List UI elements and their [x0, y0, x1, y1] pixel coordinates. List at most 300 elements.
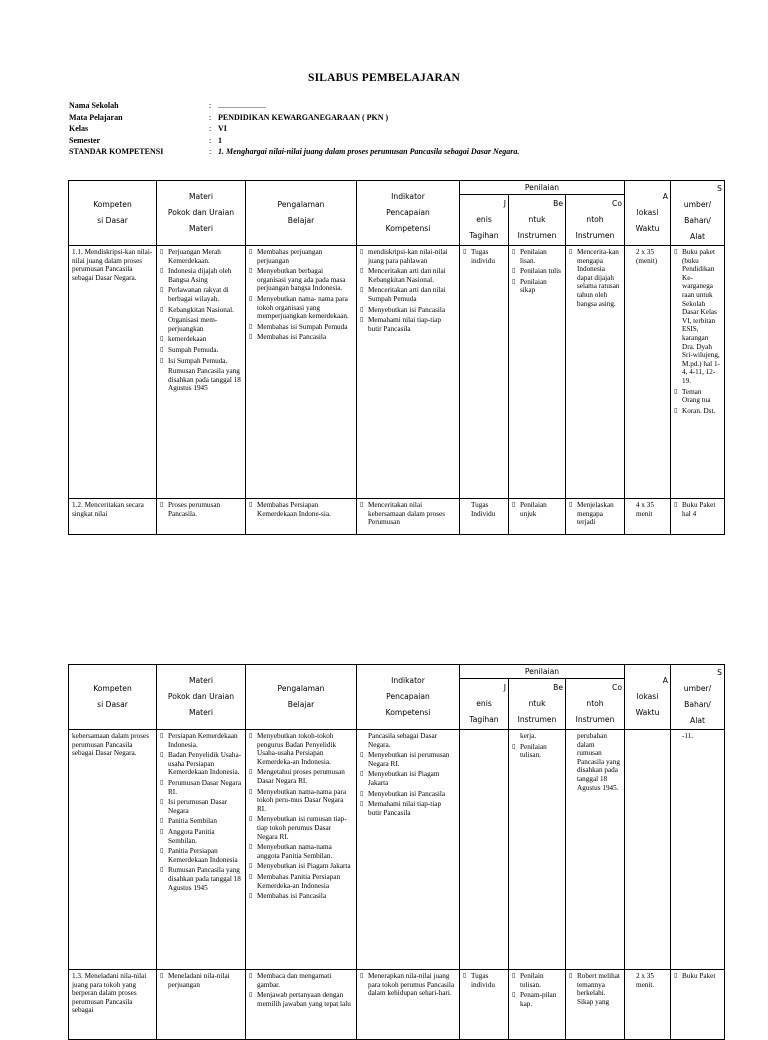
header-line: Materi [188, 224, 214, 233]
cell-item [360, 248, 456, 265]
cell-text: 1.1. Mendiskripsi-kan nilai-nilai juang dalam proses perumusan Pancasila sebagai Dasar Negara. [72, 248, 153, 282]
header-line: Be [553, 683, 563, 693]
header-jenis [460, 195, 509, 246]
checkbox-icon: ▯ [160, 345, 164, 353]
checkbox-icon: ▯ [512, 501, 516, 508]
silabus-table-1 [68, 180, 725, 535]
header-line: Indikator [391, 192, 425, 201]
meta-separator: : [209, 112, 212, 122]
cell-contoh [566, 970, 625, 1040]
cell-item [249, 501, 353, 518]
cell-text: Panitia Sembilan [168, 817, 217, 826]
cell-item [360, 770, 456, 787]
cell-item [512, 972, 562, 989]
checkbox-icon: ▯ [360, 770, 364, 778]
cell-text: Penilaian tulis [520, 267, 561, 276]
cell-item [463, 501, 505, 518]
header-line: Instrumen [575, 715, 615, 725]
checkbox-icon: ▯ [463, 972, 467, 979]
meta-label: Mata Pelajaran [69, 112, 123, 122]
cell-text: Tugas Individu [471, 501, 496, 518]
header-line: Instrumen [517, 715, 557, 725]
cell-text: 1.2. Menceritakan secara singkat nilai [72, 501, 144, 518]
cell-item [628, 972, 667, 989]
cell-item [360, 732, 456, 749]
cell-materi [157, 970, 246, 1040]
cell-text: 2 x 35 (menit) [636, 248, 658, 265]
header-line: Instrumen [517, 231, 557, 241]
cell-text: Penam-pilan kap. [520, 991, 557, 1008]
cell-item [160, 267, 242, 284]
meta-value: PENDIDIKAN KEWARGANEGARAAN ( PKN ) [218, 112, 389, 122]
checkbox-icon: ▯ [160, 286, 164, 294]
cell-item [249, 972, 353, 989]
checkbox-icon: ▯ [160, 798, 164, 806]
cell-text: Perlawanan rakyat di berbagai wilayah. [168, 286, 229, 303]
cell-materi [157, 499, 246, 535]
cell-text: Proses perumusan Pancasila. [168, 501, 221, 518]
cell-text: Penilaian unjuk [520, 501, 547, 518]
cell-item [463, 248, 505, 265]
meta-label: Nama Sekolah [69, 101, 119, 110]
cell-item [360, 751, 456, 768]
checkbox-icon: ▯ [160, 972, 164, 979]
checkbox-icon: ▯ [360, 286, 364, 294]
header-contoh [566, 195, 625, 246]
meta-row [69, 112, 709, 124]
cell-pengalaman [246, 246, 357, 499]
header-line: Tagihan [469, 715, 499, 725]
header-line: Belajar [287, 216, 315, 225]
checkbox-icon: ▯ [249, 732, 253, 739]
cell-item [160, 866, 242, 892]
checkbox-icon: ▯ [249, 815, 253, 823]
checkbox-icon: ▯ [674, 406, 678, 414]
cell-item [160, 501, 242, 518]
cell-item [569, 732, 621, 792]
cell-item [160, 346, 242, 355]
header-line: Instrumen [575, 231, 615, 241]
cell-item [249, 248, 353, 265]
cell-item [628, 501, 667, 518]
checkbox-icon: ▯ [160, 356, 164, 364]
header-line: Pengalaman [277, 200, 325, 209]
cell-sumber [671, 970, 725, 1040]
cell-text: Menyebutkan isi Piagam Jakarta [257, 862, 351, 871]
meta-label: STANDAR KOMPETENSI [69, 147, 164, 157]
header-line: A [662, 676, 668, 685]
cell-item [628, 248, 667, 265]
cell-item [249, 267, 353, 293]
cell-item [463, 972, 505, 989]
checkbox-icon: ▯ [160, 248, 164, 255]
cell-item [360, 267, 456, 284]
checkbox-icon: ▯ [360, 267, 364, 275]
header-line: Pokok dan Uraian [167, 208, 235, 217]
checkbox-icon: ▯ [463, 248, 467, 255]
cell-indikator [357, 730, 460, 970]
cell-item [160, 286, 242, 303]
checkbox-icon: ▯ [249, 787, 253, 795]
cell-text: Menyebutkan isi perumusan Negara RI. [368, 751, 450, 768]
header-line: Kompetensi [385, 224, 431, 233]
checkbox-icon: ▯ [160, 847, 164, 855]
checkbox-icon: ▯ [249, 322, 253, 330]
checkbox-icon: ▯ [512, 991, 516, 999]
header-line: ntoh [586, 699, 604, 709]
cell-text: Membahas Persiapan Kemerdekaan Indone-sia. [257, 501, 331, 518]
checkbox-icon: ▯ [249, 843, 253, 851]
cell-jenis [460, 730, 509, 970]
cell-text: Perjuangan Merah Kemerdekaan. [168, 248, 221, 265]
meta-separator: : [209, 124, 212, 134]
cell-item [512, 732, 562, 741]
cell-text: Menceritakan arti dan nilai Sumpah Pemuda [368, 286, 446, 303]
cell-item [160, 335, 242, 344]
cell-bentuk [509, 499, 566, 535]
header-line: Kompeten [93, 200, 132, 209]
header-line: Belajar [287, 700, 315, 709]
spacer [463, 501, 471, 518]
spacer [674, 732, 682, 741]
cell-text: Membahas isi Pancasila [257, 333, 327, 342]
cell-materi [157, 730, 246, 970]
cell-text: Membahas isi Sumpah Pemuda [257, 322, 348, 331]
checkbox-icon: ▯ [360, 316, 364, 324]
header-pengalaman [246, 665, 357, 730]
cell-item [569, 972, 621, 1006]
cell-item [360, 286, 456, 303]
cell-item [249, 873, 353, 890]
cell-materi [157, 246, 246, 499]
cell-text: Membahas perjuangan perjuangan [257, 248, 323, 265]
header-line: J [503, 683, 506, 693]
cell-item [674, 248, 721, 386]
cell-item [160, 732, 242, 749]
cell-pengalaman [246, 499, 357, 535]
cell-text: Organisasi mem-perjuangkan [168, 316, 218, 333]
cell-item [160, 847, 242, 864]
cell-sumber [671, 730, 725, 970]
meta-separator: : [209, 135, 212, 145]
checkbox-icon: ▯ [360, 751, 364, 759]
silabus-table-2 [68, 664, 725, 1040]
cell-text: Kebangkitan Nasional. [168, 305, 234, 314]
cell-item [512, 248, 562, 265]
cell-item [160, 248, 242, 265]
document-meta [69, 100, 709, 158]
cell-text: 1.3. Meneladani nila-nilai juang para tokoh yang berperan dalam proses perumusan Pancasila sebagai [72, 972, 147, 1015]
checkbox-icon: ▯ [512, 742, 516, 750]
checkbox-icon: ▯ [160, 732, 164, 739]
checkbox-icon: ▯ [249, 768, 253, 776]
checkbox-icon: ▯ [512, 277, 516, 285]
header-line: Indikator [391, 676, 425, 685]
checkbox-icon: ▯ [674, 972, 678, 979]
cell-item [249, 732, 353, 766]
cell-indikator [357, 970, 460, 1040]
cell-item [512, 267, 562, 276]
header-line: si Dasar [97, 216, 128, 225]
cell-pengalaman [246, 970, 357, 1040]
header-row [69, 665, 725, 679]
cell-text: Mencerita-kan mengapa Indonesia dapat dijajah selama ratusan tahun oleh bangsa asing. [577, 248, 620, 308]
header-alokasi [625, 665, 671, 730]
cell-pengalaman [246, 730, 357, 970]
header-line: Pencapaian [386, 692, 430, 701]
cell-text: Rumusan Pancasila yang disahkan pada tanggal 18 Agustus 1945 [168, 367, 241, 393]
meta-label: Semester [69, 135, 101, 145]
header-materi [157, 181, 246, 246]
header-kompetensi-dasar [69, 181, 157, 246]
header-line: S [717, 184, 722, 193]
checkbox-icon: ▯ [160, 866, 164, 874]
header-line: umber/ [683, 200, 712, 209]
cell-item [160, 817, 242, 826]
cell-text: Menerapkan nila-nilai juang para tokoh perumus Pancasila dalam kehidupan sehari-hari. [368, 972, 455, 998]
cell-contoh [566, 246, 625, 499]
cell-text: Persiapan Kemerdekaan Indonesia. [168, 732, 238, 749]
cell-text: Pancasila sebagai Dasar Negara. [368, 732, 438, 749]
cell-text: Menceritakan nilai kebersamaan dalam proses Perumusan [368, 501, 446, 527]
cell-text: -11. [682, 732, 694, 740]
checkbox-icon: ▯ [360, 305, 364, 313]
checkbox-icon: ▯ [512, 248, 516, 255]
header-line: Pengalaman [277, 684, 325, 693]
cell-item [249, 323, 353, 332]
header-penilaian: Penilaian [460, 665, 625, 679]
meta-row [69, 146, 709, 158]
cell-item [160, 798, 242, 815]
cell-text: Menyebutkan berbagai organisasi yang ada pada masa perjuangan bangsa Indonesia. [257, 267, 346, 293]
checkbox-icon: ▯ [249, 294, 253, 302]
cell-item [674, 407, 721, 416]
table-row [69, 246, 725, 499]
cell-item [249, 815, 353, 841]
cell-kompetensi-dasar [69, 970, 157, 1040]
cell-item [249, 333, 353, 342]
cell-indikator [357, 246, 460, 499]
header-line: Alat [690, 232, 705, 241]
cell-text: Membahas isi Pancasila [257, 892, 327, 901]
header-line: Waktu [635, 708, 660, 717]
checkbox-icon: ▯ [160, 501, 164, 508]
cell-contoh [566, 499, 625, 535]
checkbox-icon: ▯ [360, 800, 364, 808]
cell-item [512, 991, 562, 1008]
cell-text: Penilaian tulisan. [520, 742, 547, 760]
checkbox-icon: ▯ [674, 387, 678, 395]
meta-row [69, 100, 709, 112]
cell-item [360, 306, 456, 315]
cell-sumber [671, 246, 725, 499]
cell-item [160, 972, 242, 989]
cell-sumber [671, 499, 725, 535]
header-row [69, 181, 725, 195]
cell-item [160, 357, 242, 366]
meta-value: 1. Menghargai nilai-nilai juang dalam proses perumusan Pancasila sebagai Dasar Negara. [218, 147, 520, 157]
cell-item [160, 779, 242, 796]
header-line: S [717, 668, 722, 677]
cell-text: mendiskripsi-kan nilai-nilai juang para pahlawan [368, 248, 448, 265]
meta-value: ........................ [218, 101, 266, 110]
cell-alokasi [625, 970, 671, 1040]
header-line: Kompetensi [385, 708, 431, 717]
header-line: Alat [690, 716, 705, 725]
header-line: Pokok dan Uraian [167, 692, 235, 701]
header-line: lokasi [636, 692, 659, 701]
cell-text: Menyebutkan isi rumusan tiap-tiap tokoh perumus Dasar Negara RI. [257, 815, 347, 841]
table-row [69, 730, 725, 970]
cell-text: Rumusan Pancasila yang disahkan pada tanggal 18 Agustus 1945 [168, 866, 241, 892]
checkbox-icon: ▯ [249, 972, 253, 979]
cell-item [160, 316, 242, 333]
header-bentuk [509, 679, 566, 730]
cell-item [360, 800, 456, 817]
checkbox-icon: ▯ [249, 333, 253, 341]
cell-text: Indonesia dijajah oleh Bangsa Asing [168, 267, 232, 284]
cell-text: Buku Paket hal 4 [682, 501, 716, 518]
header-line: J [503, 199, 506, 209]
header-line: enis [476, 215, 492, 225]
spacer [360, 732, 368, 749]
header-alokasi [625, 181, 671, 246]
cell-text: Penilaian lisan. [520, 248, 547, 265]
cell-text: Sumpah Pemuda. [168, 345, 219, 354]
cell-indikator [357, 499, 460, 535]
header-line: ntoh [586, 215, 604, 225]
header-jenis [460, 679, 509, 730]
header-line: Be [553, 199, 563, 209]
cell-item [569, 248, 621, 308]
cell-alokasi [625, 246, 671, 499]
cell-text: Menjelaskan mengapa terjadi [577, 501, 614, 527]
cell-item [512, 501, 562, 518]
checkbox-icon: ▯ [674, 501, 678, 508]
cell-text: Isi perumusan Dasar Negara [168, 798, 228, 815]
header-line: Pencapaian [386, 208, 430, 217]
header-line: Materi [188, 192, 214, 201]
header-line: Bahan/ [684, 216, 711, 225]
cell-item [569, 501, 621, 527]
cell-text: Perumusan Dasar Negara RI. [168, 778, 242, 796]
header-kompetensi-dasar [69, 665, 157, 730]
header-sumber [671, 181, 725, 246]
cell-text: Membahas Panitia Persiapan Kemerdeka-an Indonesia [257, 872, 341, 890]
spacer [512, 732, 520, 741]
checkbox-icon: ▯ [360, 248, 364, 255]
header-contoh [566, 679, 625, 730]
meta-separator: : [209, 101, 212, 110]
header-line: ntuk [528, 699, 546, 709]
cell-jenis [460, 970, 509, 1040]
cell-text: Menceritakan arti dan nilai Kebangkitan Nasional. [368, 267, 446, 284]
cell-text: Menyebutkan isi Pancasila [368, 789, 446, 798]
cell-text: Buku Paket [682, 972, 716, 980]
cell-item [160, 751, 242, 777]
checkbox-icon: ▯ [512, 972, 516, 979]
cell-item [249, 862, 353, 871]
checkbox-icon: ▯ [160, 817, 164, 825]
header-line: ntuk [528, 215, 546, 225]
cell-text: Memahami nilai tiap-tiap butir Pancasila [368, 800, 442, 817]
cell-item [674, 388, 721, 405]
cell-item [674, 501, 721, 518]
cell-text: 4 x 35 menit [636, 501, 654, 518]
cell-text: Membaca dan mengamati gambar. [257, 972, 332, 989]
checkbox-icon: ▯ [569, 248, 573, 255]
cell-text: perubahan dalam rumusan Pancasila yang disahkan pada tanggal 18 Agustus 1945. [577, 732, 620, 792]
checkbox-icon: ▯ [160, 305, 164, 313]
spacer [628, 248, 636, 265]
cell-text: Menyebutkan isi Piagam Jakarta [368, 770, 440, 787]
cell-alokasi [625, 730, 671, 970]
meta-value: VI [218, 124, 227, 134]
header-line: si Dasar [97, 700, 128, 709]
header-line: enis [476, 699, 492, 709]
header-indikator [357, 181, 460, 246]
checkbox-icon: ▯ [674, 248, 678, 255]
checkbox-icon: ▯ [160, 778, 164, 786]
cell-text: kemerdekaan [168, 335, 207, 344]
cell-text: Penilaian sikap [520, 277, 547, 295]
checkbox-icon: ▯ [249, 892, 253, 900]
cell-item [249, 788, 353, 814]
cell-item [249, 843, 353, 860]
cell-text: Koran. Dst. [682, 406, 716, 415]
cell-item [160, 367, 242, 393]
cell-bentuk [509, 246, 566, 499]
meta-separator: : [209, 147, 212, 157]
cell-item [360, 790, 456, 799]
cell-text: Buku paket (buku Pendidikan Ke-warganega raan untuk Sekolah Dasar Kelas VI, terbitan ESIS, karangan Dra. Dyah Sri-wilujeng, M.pd.) hal 1-4, 4-11, 12-19. [682, 248, 720, 385]
document-title: SILABUS PEMBELAJARAN [308, 72, 460, 84]
cell-text: Memahami nilai tiap-tiap butir Pancasila [368, 316, 442, 333]
cell-item [360, 972, 456, 998]
cell-item [674, 972, 721, 981]
cell-text: Badan Penyelidik Usaha-usaha Persiapan Kemerdekaan Indonesia. [168, 751, 242, 777]
cell-item [360, 501, 456, 527]
checkbox-icon: ▯ [249, 267, 253, 275]
header-line: Materi [188, 676, 214, 685]
cell-item [249, 768, 353, 785]
cell-text: kebersamaan dalam proses perumusan Pancasila sebagai Dasar Negara. [72, 732, 150, 758]
checkbox-icon: ▯ [360, 501, 364, 508]
cell-text: 2 x 35 menit. [636, 972, 655, 989]
checkbox-icon: ▯ [160, 335, 164, 343]
cell-bentuk [509, 730, 566, 970]
cell-text: Menjawab pertanyaan dengan memilih jawaban yang tepat lalu [257, 991, 351, 1008]
cell-item [360, 316, 456, 333]
header-penilaian: Penilaian [460, 181, 625, 195]
cell-contoh [566, 730, 625, 970]
cell-item [512, 278, 562, 295]
meta-label: Kelas [69, 124, 89, 134]
cell-text: Menyebutkan nama-nama anggota Panitia Sembilan. [257, 843, 333, 860]
cell-item [249, 991, 353, 1008]
cell-item [160, 306, 242, 315]
checkbox-icon: ▯ [160, 267, 164, 275]
cell-jenis [460, 499, 509, 535]
checkbox-icon: ▯ [249, 991, 253, 999]
header-line: Materi [188, 708, 214, 717]
cell-text: Panitia Persiapan Kemerdekaan Indonesia [168, 847, 238, 864]
cell-text: Anggota Panitia Sembilan. [168, 827, 215, 845]
checkbox-icon: ▯ [249, 248, 253, 255]
cell-text: kerja. [520, 732, 537, 740]
checkbox-icon: ▯ [569, 501, 573, 508]
header-sumber [671, 665, 725, 730]
